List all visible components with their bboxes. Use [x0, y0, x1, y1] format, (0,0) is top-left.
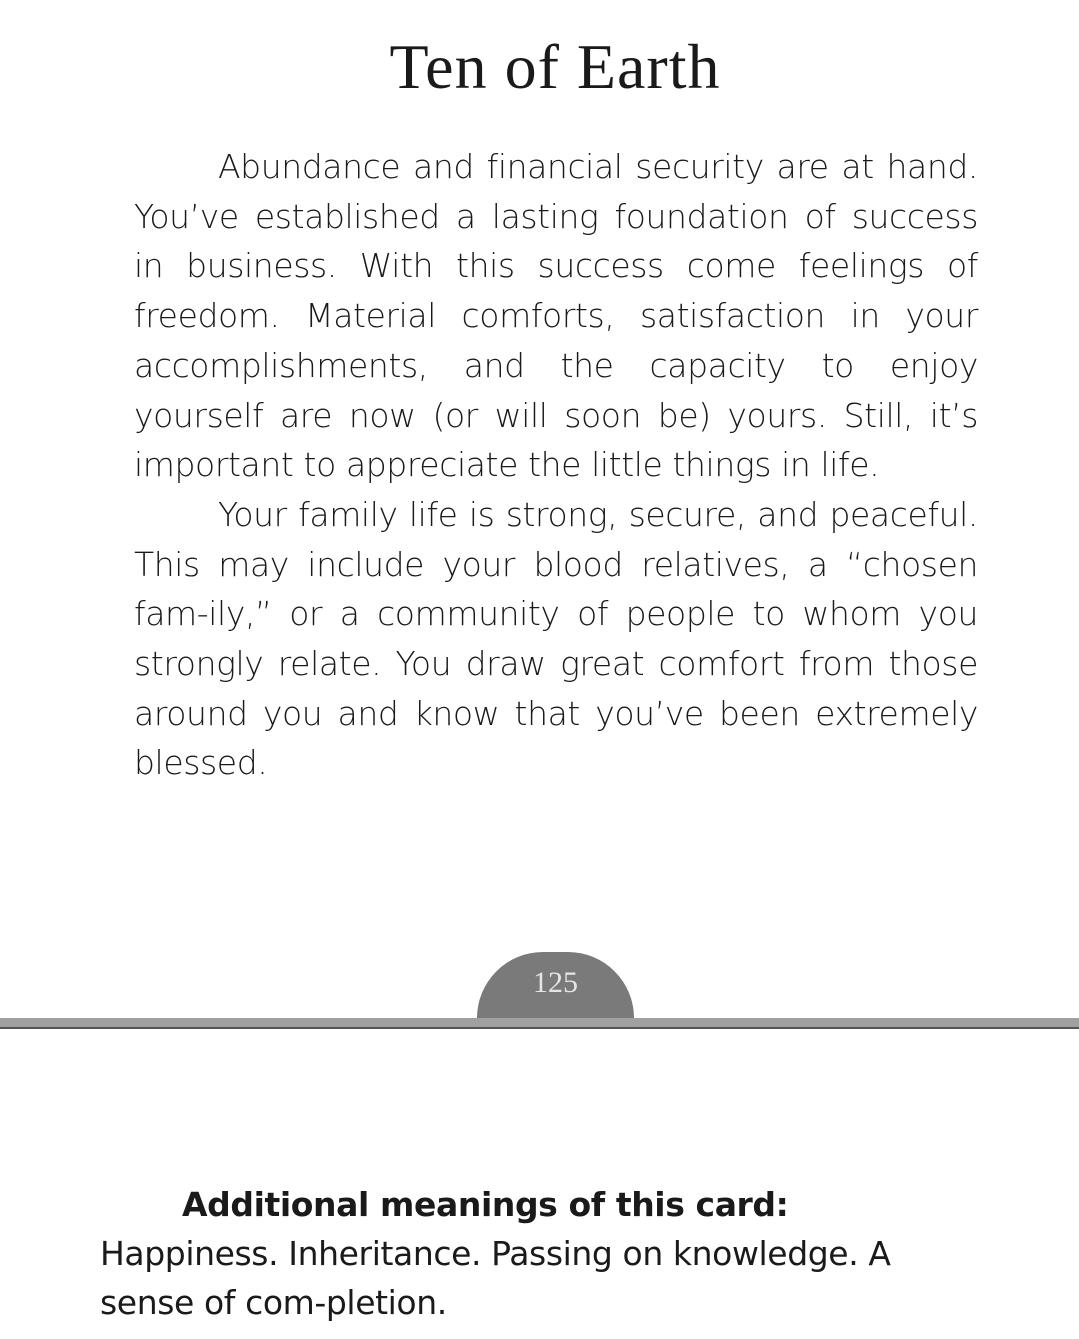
page-number: 125 — [533, 966, 578, 999]
additional-meanings — [100, 1180, 945, 1327]
page-title: Ten of Earth — [389, 31, 721, 102]
body-text — [134, 142, 978, 788]
page-separator-edge — [0, 1027, 1079, 1029]
page-separator — [0, 1018, 1079, 1027]
paragraph-abundance: Abundance and financial security are at hand. You’ve established a lasting foundation of success in business. With this success come feelings of freedom. Material comforts, satisfaction in your accomplishments, and the capacity to enjoy yourself are now (or will soon be) yours. Still, it’s important to appreciate the little things in life. — [134, 147, 978, 485]
additional-meanings-text: Happiness. Inheritance. Passing on knowledge. A sense of com-pletion. — [100, 1234, 891, 1322]
paragraph-family: Your family life is strong, secure, and peaceful. This may include your blood relatives, a “chosen fam-ily,” or a community of people to whom you strongly relate. You draw great comfort from those around you and know that you’ve been extremely blessed. — [134, 494, 978, 783]
additional-meanings-label: Additional meanings of this card: — [182, 1185, 789, 1224]
